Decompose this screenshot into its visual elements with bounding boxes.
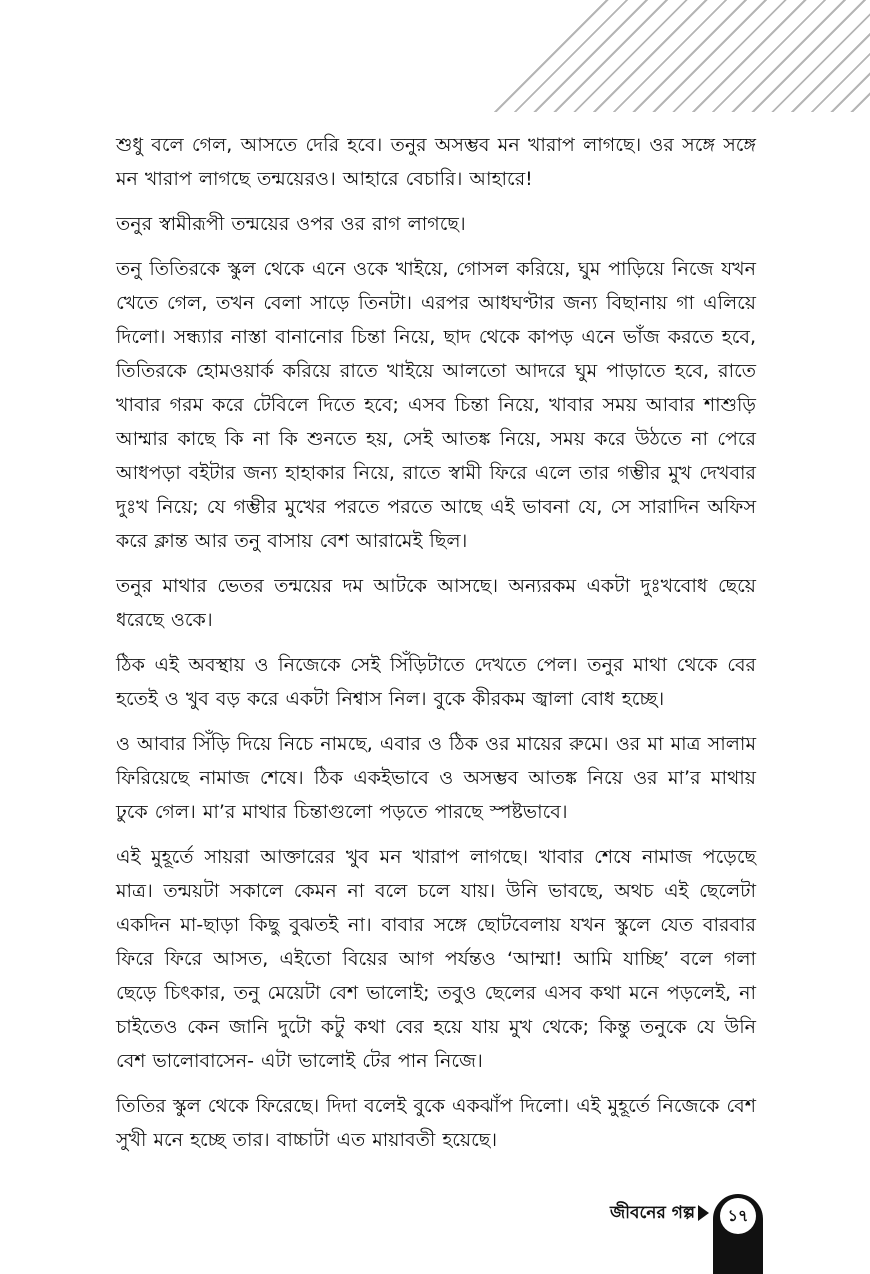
page-number: ১৭	[720, 1198, 756, 1234]
paragraph: শুধু বলে গেল, আসতে দেরি হবে। তনুর অসম্ভব মন খারাপ লাগছে। ওর সঙ্গে সঙ্গে মন খারাপ লাগছে তন্ময়েরও। আহারে বেচারি। আহারে!	[116, 134, 756, 190]
triangle-right-icon	[698, 1205, 709, 1221]
paragraph: ও আবার সিঁড়ি দিয়ে নিচে নামছে, এবার ও ঠিক ওর মায়ের রুমে। ওর মা মাত্র সালাম ফিরিয়েছে নামাজ শেষে। ঠিক একইভাবে ও অসম্ভব আতঙ্ক নিয়ে ওর মা’র মাথায় ঢুকে গেল। মা’র মাথার চিন্তাগুলো পড়তে পারছে স্পষ্টভাবে।	[116, 733, 756, 823]
paragraph: তিতির স্কুল থেকে ফিরেছে। দিদা বলেই বুকে একঝাঁপ দিলো। এই মুহূর্তে নিজেকে বেশ সুখী মনে হচ্ছে তার। বাচ্চাটা এত মায়াবতী হয়েছে।	[116, 1095, 756, 1151]
page-footer	[0, 1190, 870, 1270]
book-title: জীবনের গল্প	[609, 1203, 695, 1223]
decorative-hatch-pattern	[490, 0, 870, 112]
paragraph: ঠিক এই অবস্থায় ও নিজেকে সেই সিঁড়িটাতে দেখতে পেল। তনুর মাথা থেকে বের হতেই ও খুব বড় করে একটা নিশ্বাস নিল। বুকে কীরকম জ্বালা বোধ হচ্ছে।	[116, 654, 756, 710]
page-number-tab	[713, 1194, 763, 1274]
paragraph: তনুর মাথার ভেতর তন্ময়ের দম আটকে আসছে। অন্যরকম একটা দুঃখবোধ ছেয়ে ধরেছে ওকে।	[116, 575, 756, 631]
page-body	[116, 128, 756, 1168]
paragraph: তনুর স্বামীরূপী তন্ময়ের ওপর ওর রাগ লাগছে।	[116, 213, 466, 235]
paragraph: তনু তিতিরকে স্কুল থেকে এনে ওকে খাইয়ে, গোসল করিয়ে, ঘুম পাড়িয়ে নিজে যখন খেতে গেল, তখন বেলা সাড়ে তিনটা। এরপর আধঘণ্টার জন্য বিছানায় গা এলিয়ে দিলো। সন্ধ্যার নাস্তা বানানোর চিন্তা নিয়ে, ছাদ থেকে কাপড় এনে ভাঁজ করতে হবে, তিতিরকে হোমওয়ার্ক করিয়ে রাতে খাইয়ে আলতো আদরে ঘুম পাড়াতে হবে, রাতে খাবার গরম করে টেবিলে দিতে হবে; এসব চিন্তা নিয়ে, খাবার সময় আবার শাশুড়ি আম্মার কাছে কি না কি শুনতে হয়, সেই আতঙ্ক নিয়ে, সময় করে উঠতে না পেরে আধপড়া বইটার জন্য হাহাকার নিয়ে, রাতে স্বামী ফিরে এলে তার গম্ভীর মুখ দেখবার দুঃখ নিয়ে; যে গম্ভীর মুখের পরতে পরতে আছে এই ভাবনা যে, সে সারাদিন অফিস করে ক্লান্ত আর তনু বাসায় বেশ আরামেই ছিল।	[116, 258, 756, 552]
paragraph: এই মুহূর্তে সায়রা আক্তারের খুব মন খারাপ লাগছে। খাবার শেষে নামাজ পড়েছে মাত্র। তন্ময়টা সকালে কেমন না বলে চলে যায়। উনি ভাবছে, অথচ এই ছেলেটা একদিন মা-ছাড়া কিছু বুঝতই না। বাবার সঙ্গে ছোটবেলায় যখন স্কুলে যেত বারবার ফিরে ফিরে আসত, এইতো বিয়ের আগ পর্যন্তও ‘আম্মা! আমি যাচ্ছি’ বলে গলা ছেড়ে চিৎকার, তনু মেয়েটা বেশ ভালোই; তবুও ছেলের এসব কথা মনে পড়লেই, না চাইতেও কেন জানি দুটো কটু কথা বের হয়ে যায় মুখ থেকে; কিন্তু তনুকে যে উনি বেশ ভালোবাসেন- এটা ভালোই টের পান নিজে।	[116, 846, 756, 1072]
